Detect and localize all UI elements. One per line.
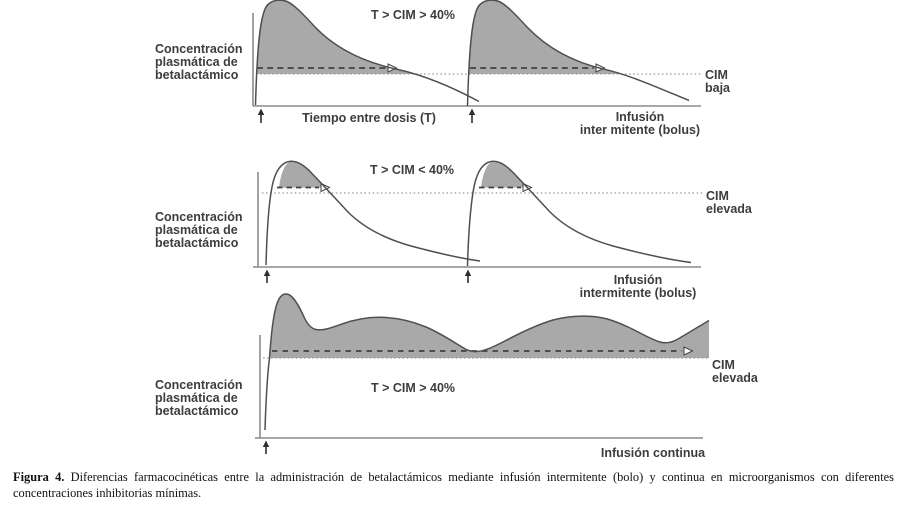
panel1-cim-label: CIM baja bbox=[705, 68, 731, 95]
panel1-dose-arrow-1 bbox=[258, 109, 264, 124]
panel3-y-axis-label: Concentración plasmática de betalactámico bbox=[155, 378, 243, 418]
panel3-cim-label: CIM elevada bbox=[712, 358, 758, 385]
panel3-plot bbox=[255, 294, 710, 454]
panel2-annotation: T > CIM < 40% bbox=[369, 163, 455, 177]
figure-caption bbox=[13, 470, 894, 501]
panel2-cim-label: CIM elevada bbox=[706, 189, 752, 216]
panel3-concentration-curve bbox=[265, 294, 709, 430]
figure-caption-text: Diferencias farmacocinéticas entre la administración de betalactámicos mediante infusión intermitente (bolo) y continua en microorganismos con diferentes concentraciones inhibitorias mínimas. bbox=[13, 470, 894, 500]
panel1-annotation: T > CIM > 40% bbox=[370, 8, 456, 22]
panel1-x-axis-label: Tiempo entre dosis (T) bbox=[302, 111, 436, 125]
panel1-infusion-label: Infusión inter mitente (bolus) bbox=[579, 110, 701, 137]
panel1-dose-arrow-2 bbox=[469, 109, 475, 124]
figure-caption-label: Figura 4. bbox=[13, 470, 65, 484]
panel1-plot bbox=[253, 0, 703, 123]
panel3-annotation: T > CIM > 40% bbox=[370, 381, 456, 395]
panel3-infusion-label: Infusión continua bbox=[600, 446, 706, 460]
panel2-y-axis-label: Concentración plasmática de betalactámico bbox=[155, 210, 243, 250]
panel2-dose-arrow-1 bbox=[264, 270, 270, 284]
panel2-infusion-label: Infusión intermitente (bolus) bbox=[579, 273, 697, 300]
panel1-y-axis-label: Concentración plasmática de betalactámico bbox=[155, 42, 243, 82]
panel2-plot bbox=[253, 161, 703, 283]
panel3-dose-arrow bbox=[263, 441, 269, 455]
panel2-dose-arrow-2 bbox=[465, 270, 471, 284]
panel1-auc-area-2 bbox=[469, 0, 621, 74]
